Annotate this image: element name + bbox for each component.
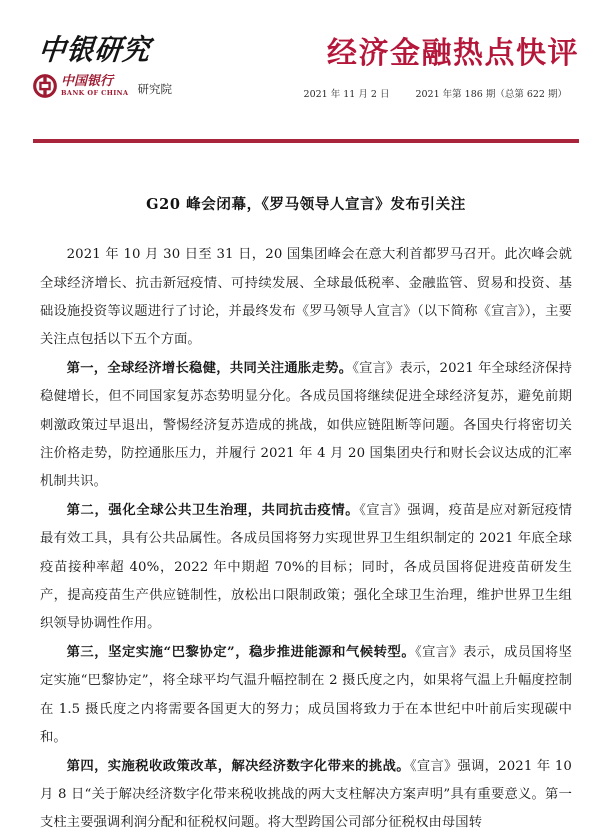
publication-date: 2021 年 11 月 2 日 bbox=[303, 89, 390, 100]
paragraph-text: 《宣言》强调，2021 年 10 月 8 日“关于解决经济数字化带来税收挑战的两大支柱解决方案声明”具有重要意义。第一支柱主要强调利润分配和征税权问题。将大型跨国公司部分征税权由母国转 bbox=[40, 758, 572, 831]
paragraph-lead: 第三，坚定实施“巴黎协定”，稳步推进能源和气候转型。 bbox=[66, 645, 416, 661]
bank-name-block bbox=[61, 75, 128, 97]
brand-calligraphy-logo: 中银研究 bbox=[36, 34, 153, 68]
paragraph-text: 2021 年 10 月 30 日至 31 日，20 国集团峰会在意大利首都罗马召开。此次峰会就全球经济增长、抗击新冠疫情、可持续发展、全球最低税率、金融监管、贸易和投资、基础设施投资等议题进行了讨论，并最终发布《罗马领导人宣言》（以下简称《宣言》），主要关注点包括以下五个方面。 bbox=[40, 247, 572, 347]
masthead-inner bbox=[33, 0, 579, 100]
bank-name-en: BANK OF CHINA bbox=[61, 89, 129, 98]
issue-number: 2021 年第 186 期（总第 622 期） bbox=[415, 89, 567, 100]
article-body bbox=[40, 241, 572, 837]
paragraph bbox=[40, 241, 572, 354]
bank-of-china-logo bbox=[33, 74, 172, 98]
paragraph bbox=[40, 753, 572, 838]
paragraph-text: 《宣言》表示，2021 年全球经济保持稳健增长，但不同国家复苏态势明显分化。各成员国将继续促进全球经济复苏，避免前期刺激政策过早退出，警惕经济复苏造成的挑战，如供应链阻断等问题。各国央行将密切关注价格走势，防控通胀压力，并履行 2021 年 4 月 20 国集团央行和财长会议达成的汇率机制共识。 bbox=[40, 361, 572, 489]
issue-line bbox=[304, 86, 567, 100]
article-title: G20 峰会闭幕，《罗马领导人宣言》发布引关注 bbox=[146, 196, 466, 213]
paragraph-lead: 第一，全球经济增长稳健，共同关注通胀走势。 bbox=[66, 361, 353, 377]
paragraph-text: 《宣言》强调，疫苗是应对新冠疫情最有效工具，具有公共品属性。各成员国将努力实现世界卫生组织制定的 2021 年底全球疫苗接种率超 40%，2022 年中期超 70%的目标；同时，各成员国将促进疫苗研发生产，提高疫苗生产供应链制性，放松出口限制政策；强化全球卫生治理，维护世界卫生组织领导协调性作用。 bbox=[40, 503, 572, 631]
paragraph bbox=[40, 355, 572, 496]
header-divider-rule bbox=[33, 139, 579, 143]
brand-block bbox=[33, 34, 172, 100]
article bbox=[0, 195, 612, 838]
institute-label: 研究院 bbox=[137, 82, 172, 96]
paragraph bbox=[40, 639, 572, 752]
paragraph-lead: 第二，强化全球公共卫生治理，共同抗击疫情。 bbox=[66, 503, 360, 519]
publication-title: 经济金融热点快评 bbox=[327, 36, 579, 71]
masthead bbox=[0, 0, 612, 150]
bank-of-china-emblem-icon bbox=[33, 74, 57, 98]
paragraph-lead: 第四，实施税收政策改革，解决经济数字化带来的挑战。 bbox=[66, 758, 411, 774]
masthead-right bbox=[303, 36, 579, 100]
bank-name-cn: 中国银行 bbox=[61, 74, 114, 90]
paragraph-text: 《宣言》表示，成员国将坚定实施“巴黎协定”，将全球平均气温升幅控制在 2 摄氏度之内，如果将气温上升幅度控制在 1.5 摄氏度之内将需要各国更大的努力；成员国将致力于在本世纪中叶前后实现碳中和。 bbox=[40, 645, 572, 745]
paragraph bbox=[40, 497, 572, 638]
